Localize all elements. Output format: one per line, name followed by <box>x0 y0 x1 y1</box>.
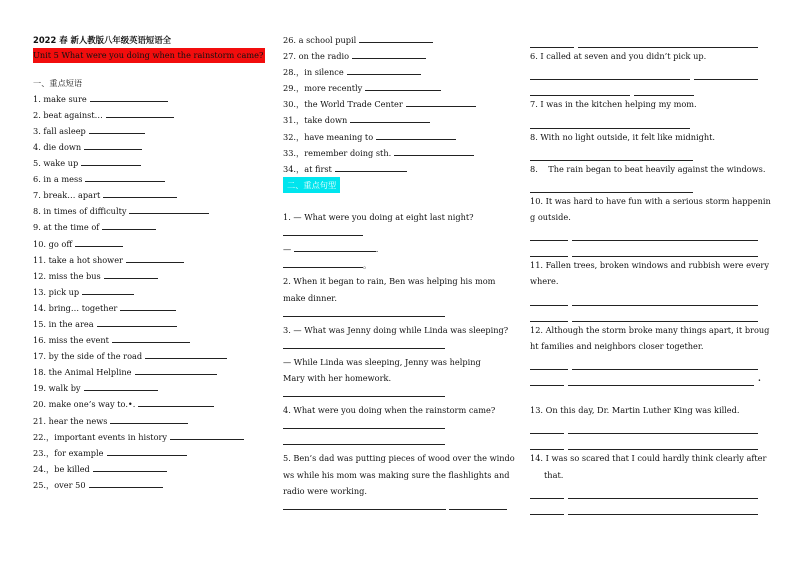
phrase-text: 29.，more recently <box>283 83 363 94</box>
phrase-text: 33.，remember doing sth. <box>283 147 392 158</box>
sentence-3c: Mary with her homework. <box>283 372 392 383</box>
sentence-13: 13. On this day, Dr. Martin Luther King was killed. <box>530 405 740 416</box>
answer-blank[interactable] <box>578 36 758 48</box>
phrase-text: 12. miss the bus <box>33 270 101 281</box>
phrase-item <box>33 203 268 219</box>
phrase-item <box>283 80 513 96</box>
answer-blank[interactable] <box>568 503 758 515</box>
phrase-text: 3. fall asleep <box>33 125 86 136</box>
left-column <box>33 32 268 493</box>
phrase-item <box>33 348 268 364</box>
phrase-text: 5. wake up <box>33 158 79 169</box>
phrase-item <box>283 129 513 145</box>
sentence-2b: make dinner. <box>283 292 337 303</box>
sentence-12a: 12. Although the storm broke many things apart, it broug <box>530 324 770 335</box>
phrase-item <box>283 32 513 48</box>
answer-blank[interactable] <box>572 358 758 370</box>
phrase-item <box>283 161 513 177</box>
phrase-text: 23.，for example <box>33 447 104 458</box>
answer-blank[interactable] <box>85 172 165 182</box>
answer-blank[interactable] <box>365 81 441 91</box>
answer-blank[interactable] <box>283 226 363 236</box>
answer-blank[interactable] <box>694 68 758 80</box>
answer-blank[interactable] <box>530 149 693 161</box>
answer-blank[interactable] <box>572 229 758 241</box>
unit-title: Unit 5 What were you doing when the rainstorm came? <box>33 50 264 61</box>
phrase-text: 21. hear the news <box>33 415 108 426</box>
spacer <box>530 386 762 402</box>
answer-blank[interactable] <box>294 242 376 252</box>
phrase-text: 17. by the side of the road <box>33 351 143 362</box>
answer-blank[interactable] <box>406 97 476 107</box>
sentence-2a: 2. When it began to rain, Ben was helping his mom <box>283 276 496 287</box>
phrase-item <box>33 139 268 155</box>
phrase-item <box>33 252 268 268</box>
phrase-list-2 <box>283 32 513 177</box>
answer-blank[interactable] <box>170 430 244 440</box>
spacer <box>283 193 513 209</box>
answer-blank[interactable] <box>135 365 217 375</box>
answer-blank[interactable] <box>107 446 187 456</box>
answer-blank[interactable] <box>145 349 227 359</box>
phrase-item <box>33 91 268 107</box>
phrase-text: 22.，important events in history <box>33 431 168 442</box>
sentence-3b: — While Linda was sleeping, Jenny was helping <box>283 356 481 367</box>
answer-blank[interactable] <box>110 414 188 424</box>
answer-blank[interactable] <box>530 374 564 386</box>
answer-blank[interactable] <box>530 68 690 80</box>
phrase-text: 9. at the time of <box>33 222 100 233</box>
phrase-text: 15. in the area <box>33 319 94 329</box>
answer-blank[interactable] <box>104 269 158 279</box>
answer-blank[interactable] <box>572 310 758 322</box>
answer-blank[interactable] <box>350 113 430 123</box>
sentence-12b: ht families and neighbors closer together. <box>530 340 704 351</box>
sentence-9-num: 8. <box>530 163 538 174</box>
sentence-11a: 11. Fallen trees, broken windows and rubbish were every <box>530 260 769 271</box>
sentence-5a: 5. Ben’s dad was putting pieces of wood over the windo <box>283 453 515 464</box>
answer-blank[interactable] <box>568 422 758 434</box>
phrase-text: 16. miss the event <box>33 335 109 346</box>
answer-blank[interactable] <box>283 435 445 445</box>
phrase-text: 1. make sure <box>33 93 87 104</box>
answer-blank[interactable] <box>84 381 158 391</box>
phrase-text: 30.，the World Trade Center <box>283 99 403 110</box>
doc-title: 2022 春 新人教版八年级英语短语全 <box>33 35 172 45</box>
phrase-item <box>33 413 268 429</box>
answer-blank[interactable] <box>283 339 445 349</box>
phrase-item <box>33 316 268 332</box>
phrase-item <box>33 171 268 187</box>
phrase-item <box>33 380 268 396</box>
unit-title-highlight <box>33 48 265 63</box>
phrase-text: 32.，have meaning to <box>283 131 374 142</box>
answer-blank[interactable] <box>335 162 407 172</box>
answer-blank[interactable] <box>283 500 446 510</box>
sentence-14b: that. <box>544 469 564 480</box>
answer-blank[interactable] <box>97 317 177 327</box>
answer-blank[interactable] <box>530 84 630 96</box>
phrase-item <box>33 461 268 477</box>
answer-blank[interactable] <box>138 397 214 407</box>
answer-blank[interactable] <box>359 33 433 43</box>
phrase-item <box>33 123 268 139</box>
phrase-text: 28.，in silence <box>283 67 344 78</box>
phrase-item <box>33 364 268 380</box>
phrase-text: 34.，at first <box>283 163 332 174</box>
phrase-text: 6. in a mess <box>33 174 83 185</box>
phrase-item <box>33 187 268 203</box>
phrase-text: 20. make one’s way to.•. <box>33 399 136 410</box>
answer-blank[interactable] <box>89 124 145 134</box>
phrase-text: 18. the Animal Helpline <box>33 367 132 378</box>
answer-blank[interactable] <box>572 245 758 257</box>
answer-blank[interactable] <box>347 65 421 75</box>
answer-blank[interactable] <box>530 422 564 434</box>
answer-blank[interactable] <box>568 438 758 450</box>
phrase-text: 2. beat against… <box>33 109 103 120</box>
sentence-10a: 10. It was hard to have fun with a serious storm happenin <box>530 195 771 206</box>
answer-blank[interactable] <box>75 237 123 247</box>
answer-blank[interactable] <box>530 181 693 193</box>
phrase-list <box>33 91 268 493</box>
phrase-text: 14. bring… together <box>33 302 118 313</box>
answer-blank[interactable] <box>530 117 690 129</box>
answer-blank[interactable] <box>84 140 142 150</box>
phrase-item <box>33 236 268 252</box>
answer-blank[interactable] <box>112 333 190 343</box>
answer-blank[interactable] <box>82 285 134 295</box>
phrase-text: 10. go off <box>33 238 73 249</box>
phrase-text: 31.，take down <box>283 115 348 126</box>
phrase-text: 7. break… apart <box>33 190 101 201</box>
phrase-text: 26. a school pupil <box>283 35 357 45</box>
phrase-item <box>33 219 268 235</box>
section-key-sentences: 二、重点句型 <box>283 177 340 193</box>
answer-blank[interactable] <box>106 108 174 118</box>
right-column <box>530 32 771 515</box>
period: 。 <box>363 260 372 271</box>
sentence-6: 6. I called at seven and you didn’t pick up. <box>530 51 707 62</box>
sentence-9: The rain began to beat heavily against the windows. <box>548 163 766 174</box>
phrase-text: 27. on the radio <box>283 51 350 62</box>
sentence-11b: where. <box>530 276 559 287</box>
answer-blank[interactable] <box>530 229 568 241</box>
answer-blank[interactable] <box>376 130 456 140</box>
section-key-phrases: 一、重点短语 <box>33 77 83 88</box>
answer-blank[interactable] <box>90 92 168 102</box>
answer-blank[interactable] <box>81 156 141 166</box>
sentence-8: 8. With no light outside, it felt like midnight. <box>530 131 715 142</box>
phrase-text: 8. in times of difficulty <box>33 206 127 217</box>
answer-blank[interactable] <box>530 36 574 48</box>
answer-blank[interactable] <box>283 307 445 317</box>
period: . <box>758 372 761 383</box>
answer-blank[interactable] <box>530 294 568 306</box>
answer-blank[interactable] <box>120 301 176 311</box>
answer-blank[interactable] <box>568 487 758 499</box>
sentence-4: 4. What were you doing when the rainstorm came? <box>283 405 496 416</box>
phrase-item <box>33 445 268 461</box>
middle-column <box>283 32 513 515</box>
sentence-3: 3. — What was Jenny doing while Linda was sleeping? <box>283 324 509 335</box>
answer-blank[interactable] <box>530 438 564 450</box>
answer-blank[interactable] <box>352 49 426 59</box>
spacer <box>33 63 268 75</box>
answer-blank[interactable] <box>530 310 568 322</box>
phrase-item <box>33 300 268 316</box>
phrase-item <box>283 112 513 128</box>
phrase-item <box>33 155 268 171</box>
period: . <box>375 244 379 255</box>
phrase-item <box>33 268 268 284</box>
phrase-item <box>33 284 268 300</box>
sentence-10b: g outside. <box>530 212 571 223</box>
answer-blank[interactable] <box>129 204 209 214</box>
phrase-text: 19. walk by <box>33 383 81 394</box>
phrase-text: 11. take a hot shower <box>33 254 123 265</box>
answer-blank[interactable] <box>283 258 363 268</box>
answer-blank[interactable] <box>394 146 474 156</box>
answer-blank[interactable] <box>102 220 156 230</box>
phrase-item <box>283 96 513 112</box>
answer-blank[interactable] <box>89 478 163 488</box>
answer-blank[interactable] <box>568 374 754 386</box>
answer-blank[interactable] <box>530 503 564 515</box>
phrase-item <box>283 48 513 64</box>
phrase-item <box>33 429 268 445</box>
answer-blank[interactable] <box>103 188 177 198</box>
phrase-text: 4. die down <box>33 141 82 152</box>
sentence-14a: 14. I was so scared that I could hardly think clearly after <box>530 453 767 464</box>
answer-blank[interactable] <box>530 487 564 499</box>
dash: — <box>283 244 292 255</box>
phrase-text: 25.，over 50 <box>33 479 86 490</box>
answer-blank[interactable] <box>634 84 694 96</box>
phrase-item <box>33 396 268 412</box>
answer-blank[interactable] <box>530 245 568 257</box>
answer-blank[interactable] <box>572 294 758 306</box>
answer-blank[interactable] <box>449 500 507 510</box>
phrase-item <box>283 145 513 161</box>
answer-blank[interactable] <box>283 387 445 397</box>
phrase-text: 13. pick up <box>33 286 80 297</box>
phrase-item <box>33 332 268 348</box>
answer-blank[interactable] <box>283 419 445 429</box>
answer-blank[interactable] <box>530 358 568 370</box>
phrase-item <box>33 107 268 123</box>
answer-blank[interactable] <box>126 253 184 263</box>
answer-blank[interactable] <box>93 462 167 472</box>
phrase-text: 24.，be killed <box>33 463 90 474</box>
sentence-1: 1. — What were you doing at eight last night? <box>283 212 474 223</box>
sentence-7: 7. I was in the kitchen helping my mom. <box>530 99 697 110</box>
phrase-item <box>283 64 513 80</box>
sentence-5b: ws while his mom was making sure the flashlights and <box>283 469 510 480</box>
phrase-item <box>33 477 268 493</box>
sentence-5c: radio were working. <box>283 485 367 496</box>
